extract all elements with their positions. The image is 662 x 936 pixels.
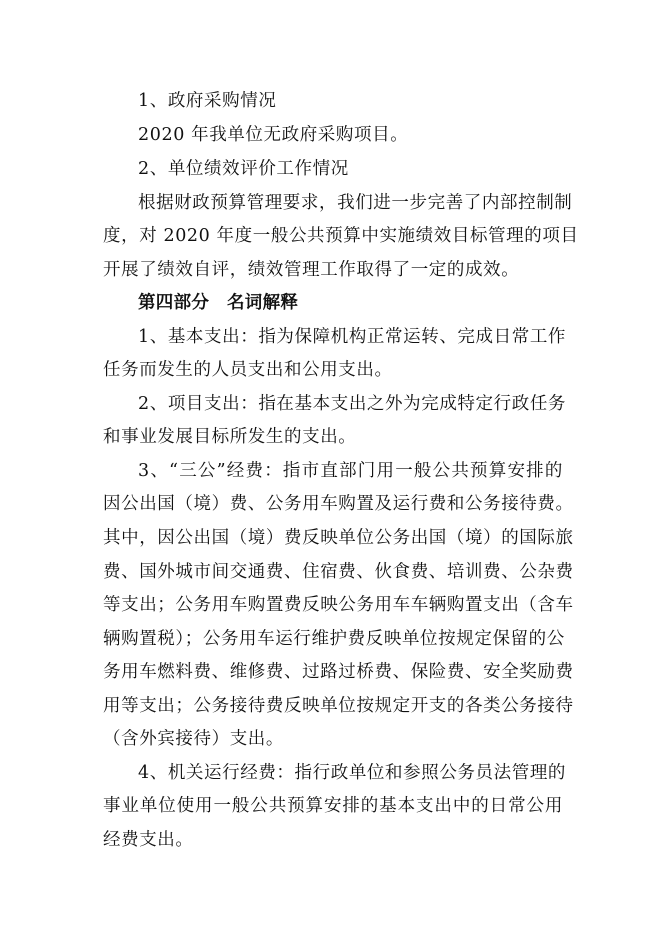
operating-expense-line-3: 经费支出。 xyxy=(103,830,194,850)
three-public-line-8: 用等支出；公务接待费反映单位按规定开支的各类公务接待 xyxy=(103,696,574,716)
three-public-line-6: 辆购置税）；公务用车运行维护费反映单位按规定保留的公 xyxy=(103,629,565,649)
three-public-line-5: 等支出；公务用车购置费反映公务用车车辆购置支出（含车 xyxy=(103,595,574,615)
three-public-line-1: 3、“三公”经费：指市直部门用一般公共预算安排的 xyxy=(138,461,563,481)
three-public-line-9: （含外宾接待）支出。 xyxy=(103,729,284,749)
performance-heading: 2、单位绩效评价工作情况 xyxy=(138,159,349,179)
three-public-line-7: 务用车燃料费、维修费、过路过桥费、保险费、安全奖励费 xyxy=(103,662,574,682)
operating-expense-line-2: 事业单位使用一般公共预算安排的基本支出中的日常公用 xyxy=(103,796,563,816)
procurement-text: 2020 年我单位无政府采购项目。 xyxy=(138,125,409,145)
procurement-heading: 1、政府采购情况 xyxy=(138,91,277,111)
project-expenditure-line-2: 和事业发展目标所发生的支出。 xyxy=(103,427,357,447)
performance-paragraph-line-2: 度，对 2020 年度一般公共预算中实施绩效目标管理的项目 xyxy=(103,226,579,246)
project-expenditure-line-1: 2、项目支出：指在基本支出之外为完成特定行政任务 xyxy=(138,394,567,414)
performance-paragraph-line-3: 开展了绩效自评，绩效管理工作取得了一定的成效。 xyxy=(103,260,520,280)
section-four-title: 第四部分 名词解释 xyxy=(138,293,299,313)
basic-expenditure-line-2: 任务而发生的人员支出和公用支出。 xyxy=(103,360,393,380)
operating-expense-line-1: 4、机关运行经费：指行政单位和参照公务员法管理的 xyxy=(138,763,567,783)
performance-paragraph-line-1: 根据财政预算管理要求，我们进一步完善了内部控制制 xyxy=(138,193,573,213)
three-public-line-2: 因公出国（境）费、公务用车购置及运行费和公务接待费。 xyxy=(103,494,574,514)
three-public-line-4: 费、国外城市间交通费、住宿费、伙食费、培训费、公杂费 xyxy=(103,562,574,582)
three-public-line-3: 其中，因公出国（境）费反映单位公务出国（境）的国际旅 xyxy=(103,528,574,548)
basic-expenditure-line-1: 1、基本支出：指为保障机构正常运转、完成日常工作 xyxy=(138,327,567,347)
